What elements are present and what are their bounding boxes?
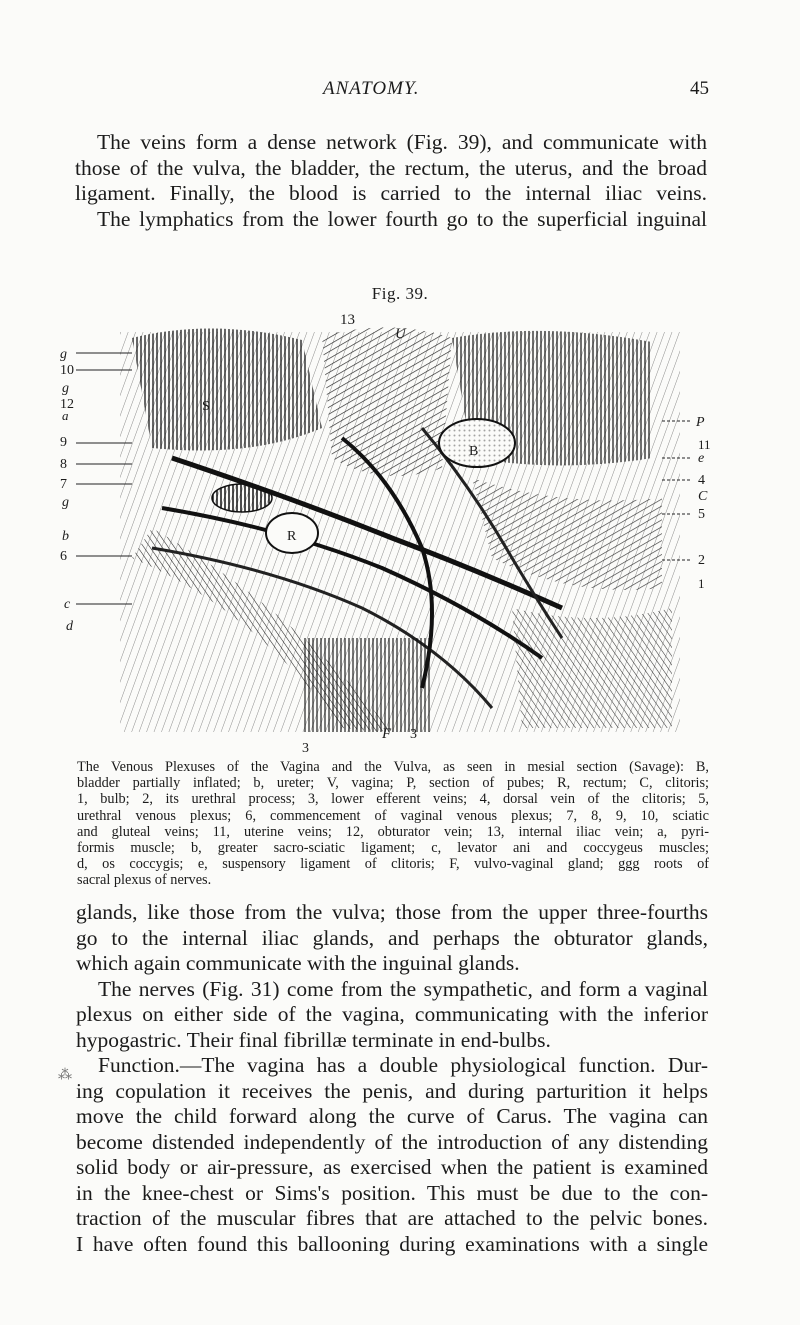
text-line: which again communicate with the inguinal glands. xyxy=(76,951,520,975)
label-right-c: C xyxy=(698,489,708,504)
caption-line: 1, bulb; 2, its urethral process; 3, lower efferent veins; 4, dorsal vein of the clitoris; 5, xyxy=(77,791,709,808)
text-line: The nerves (Fig. 31) come from the sympathetic, and form a vaginal xyxy=(98,976,708,1001)
text-line: become distended independently of the introduction of any distending xyxy=(76,1129,708,1154)
margin-mark: ⁂ xyxy=(58,1067,72,1083)
text-line: solid body or air-pressure, as exercised when the patient is examined xyxy=(76,1155,708,1179)
figure-illustration xyxy=(60,308,712,756)
label-left-d: d xyxy=(66,619,73,634)
caption-line: sacral plexus of nerves. xyxy=(77,872,212,889)
label-13: 13 xyxy=(340,312,355,328)
label-right-11: 11 xyxy=(698,437,711,452)
label-left-g3: g xyxy=(62,495,69,510)
label-left-7: 7 xyxy=(60,477,67,492)
text-line: traction of the muscular fibres that are attached to the pelvic bones. xyxy=(76,1206,708,1230)
text-line: plexus on either side of the vagina, communicating with the inferior xyxy=(76,1002,708,1026)
label-left-8: 8 xyxy=(60,457,67,472)
label-left-b: b xyxy=(62,529,69,544)
text-line: those of the vulva, the bladder, the rectum, the uterus, and the broad xyxy=(75,155,707,180)
caption-line: The Venous Plexuses of the Vagina and the Vulva, as seen in mesial section (Savage): B, xyxy=(77,759,709,775)
text-line: ligament. Finally, the blood is carried to the internal iliac veins. xyxy=(75,181,707,205)
label-bottom-3b: 3 xyxy=(410,727,417,742)
caption-line: urethral venous plexus; 6, commencement of vaginal venous plexus; 7, 8, 9, 10, sciatic xyxy=(77,807,709,824)
label-s: S xyxy=(202,399,210,414)
label-bottom-f: F xyxy=(382,726,392,742)
text-line: hypogastric. Their final fibrillæ terminate in end-bulbs. xyxy=(76,1027,551,1052)
label-b: B xyxy=(469,444,479,459)
text-line: The veins form a dense network (Fig. 39), and communicate with xyxy=(97,130,707,154)
label-right-2: 2 xyxy=(698,553,705,568)
caption-line: d, os coccygis; e, suspensory ligament of clitoris; F, vulvo-vaginal gland; ggg roots of xyxy=(77,856,709,873)
label-left-6: 6 xyxy=(60,549,67,564)
label-right-4: 4 xyxy=(698,473,705,488)
label-left-g2: g xyxy=(62,381,69,396)
label-left-g1: g xyxy=(60,347,67,362)
caption-line: bladder partially inflated; b, ureter; V, vagina; P, section of pubes; R, rectum; C, clitoris; xyxy=(77,775,709,792)
label-right-e: e xyxy=(698,451,705,466)
label-r: R xyxy=(287,529,297,544)
text-line: go to the internal iliac glands, and perhaps the obturator glands, xyxy=(76,925,708,950)
body-paragraphs xyxy=(76,900,708,1257)
label-bottom-3a: 3 xyxy=(302,741,309,756)
label-left-a: a xyxy=(62,408,69,423)
text-line: The lymphatics from the lower fourth go to the superficial inguinal xyxy=(97,206,707,231)
page-header xyxy=(0,78,800,108)
caption-line: formis muscle; b, greater sacro-sciatic ligament; c, levator ani and coccygeus muscles; xyxy=(77,840,709,857)
label-left-10: 10 xyxy=(60,363,74,378)
figure-title: Fig. 39. xyxy=(371,284,429,303)
top-paragraph xyxy=(75,130,707,232)
running-title: ANATOMY. xyxy=(323,78,420,99)
label-left-12: 12 xyxy=(60,397,74,412)
text-line: ing copulation it receives the penis, and during parturition it helps xyxy=(76,1078,708,1103)
figure-caption xyxy=(77,759,709,889)
text-line: in the knee-chest or Sims's position. This must be due to the con- xyxy=(76,1180,708,1205)
caption-line: and gluteal veins; 11, uterine veins; 12, obturator vein; 13, internal iliac vein; a, pyri- xyxy=(77,823,709,840)
label-right-1: 1 xyxy=(698,576,705,591)
label-left-c: c xyxy=(64,597,71,612)
label-u: U xyxy=(395,326,406,342)
text-line: move the child forward along the curve of Carus. The vagina can xyxy=(76,1104,708,1128)
text-line: I have often found this ballooning during examinations with a single xyxy=(76,1231,708,1256)
text-line: glands, like those from the vulva; those from the upper three-fourths xyxy=(76,900,708,924)
label-right-p: P xyxy=(696,415,705,430)
text-line: Function.—The vagina has a double physiological function. Dur- xyxy=(98,1053,708,1077)
label-right-5: 5 xyxy=(698,507,705,522)
label-left-9: 9 xyxy=(60,435,67,450)
anatomical-figure xyxy=(60,308,712,756)
page-number: 45 xyxy=(690,78,709,99)
